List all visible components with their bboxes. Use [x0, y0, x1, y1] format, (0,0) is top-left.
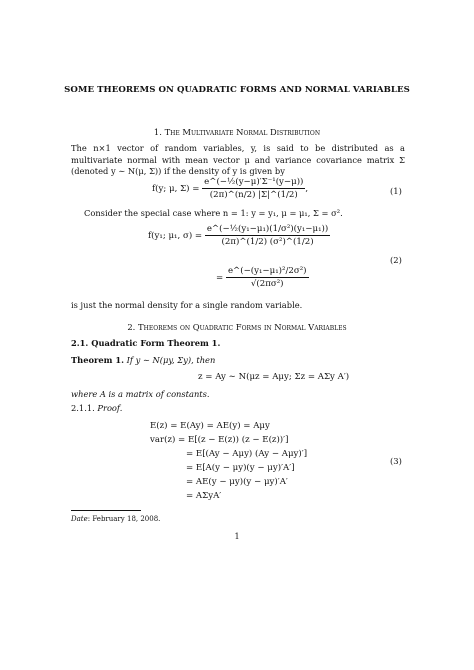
subsection-title: Quadratic Form Theorem 1. — [91, 338, 221, 348]
proof-number: 2.1.1. — [71, 403, 95, 413]
subsection-number: 2.1. — [71, 338, 89, 348]
fraction-numerator: e^(−½(y−μ)′Σ⁻¹(y−μ)) — [204, 177, 304, 187]
section-title: The Multivariate Normal Distribution — [164, 127, 321, 137]
section-number: 1. — [153, 127, 162, 137]
paragraph-special-case: Consider the special case where n = 1: y = y₁, μ = μ₁, Σ = σ². — [84, 208, 343, 218]
equation-number-3: (3) — [390, 456, 402, 466]
paragraph-intro: The n×1 vector of random variables, y, is said to be distributed as a multivariate normal with mean vector μ and variance covariance matrix Σ (denoted y ∼ N(μ, Σ)) if the density of y is given by — [71, 143, 405, 176]
theorem-after-text — [71, 389, 405, 401]
equals-sign: = — [216, 273, 224, 283]
subsection-heading — [71, 338, 405, 350]
fraction — [226, 266, 309, 289]
proof-line-5: = AE(y − μy)(y − μy)′A′ — [186, 477, 288, 487]
theorem-text: If y ∼ N(μy, Σy), then — [126, 355, 216, 365]
paper-title: SOME THEOREMS ON QUADRATIC FORMS AND NORMAL VARIABLES — [64, 85, 410, 95]
fraction-numerator: e^(−½(y₁−μ₁)(1/σ²)(y₁−μ₁)) — [206, 224, 329, 234]
footnote — [71, 515, 160, 523]
section-heading-2 — [0, 322, 474, 332]
paragraph-normal-density: is just the normal density for a single random variable. — [71, 300, 303, 310]
proof-heading — [71, 403, 405, 415]
proof-line-3: = E[(Ay − Aμy) (Ay − Aμy)′] — [186, 449, 308, 459]
fraction-denominator: (2π)^(n/2) |Σ|^(1/2) — [209, 190, 298, 200]
fraction — [202, 177, 305, 200]
section-title: Theorems on Quadratic Forms in Normal Variables — [138, 322, 347, 332]
proof-line-6: = AΣyA′ — [186, 491, 222, 501]
equation-number-1: (1) — [390, 186, 402, 196]
proof-line-1: E(z) = E(Ay) = AE(y) = Aμy — [150, 421, 270, 431]
theorem-after: where A is a matrix of constants. — [71, 389, 210, 399]
theorem-label: Theorem 1. — [71, 355, 124, 365]
footnote-rule — [71, 510, 141, 511]
fraction — [205, 224, 330, 247]
fraction-denominator: (2π)^(1/2) (σ²)^(1/2) — [221, 237, 314, 247]
equation-lhs: f(y₁; μ₁, σ) = — [148, 231, 203, 241]
footnote-text: : February 18, 2008. — [87, 515, 161, 523]
equation-lhs: f(y; μ, Σ) = — [152, 184, 200, 194]
page-number: 1 — [234, 532, 240, 541]
section-heading-1 — [0, 127, 474, 137]
equation-2a — [148, 224, 330, 247]
theorem-statement — [71, 355, 405, 367]
equation-2b — [216, 266, 309, 289]
equation-number-2: (2) — [390, 255, 402, 265]
proof-line-4: = E[A(y − μy)(y − μy)′A′] — [186, 463, 295, 473]
fraction-denominator: √(2πσ²) — [250, 279, 284, 289]
section-number: 2. — [127, 322, 136, 332]
proof-line-2: var(z) = E[(z − E(z)) (z − E(z))′] — [150, 435, 289, 445]
equation-1: f(y; μ, Σ) = $\frac{\text{e\textasciicircum{}(−½(y−μ)′Σ⁻¹(y−μ))}}{(2\pi)\^{}(n/2) |\Sigma|\^{}(1/2)}$ , — [152, 177, 309, 200]
footnote-label: Date — [71, 515, 88, 523]
fraction-numerator: e^(−(y₁−μ₁)²/2σ²) — [227, 266, 307, 276]
proof-title: Proof. — [97, 403, 123, 413]
theorem-display-equation: z = Ay ∼ N(μz = Aμy; Σz = AΣy A′) — [198, 372, 350, 382]
